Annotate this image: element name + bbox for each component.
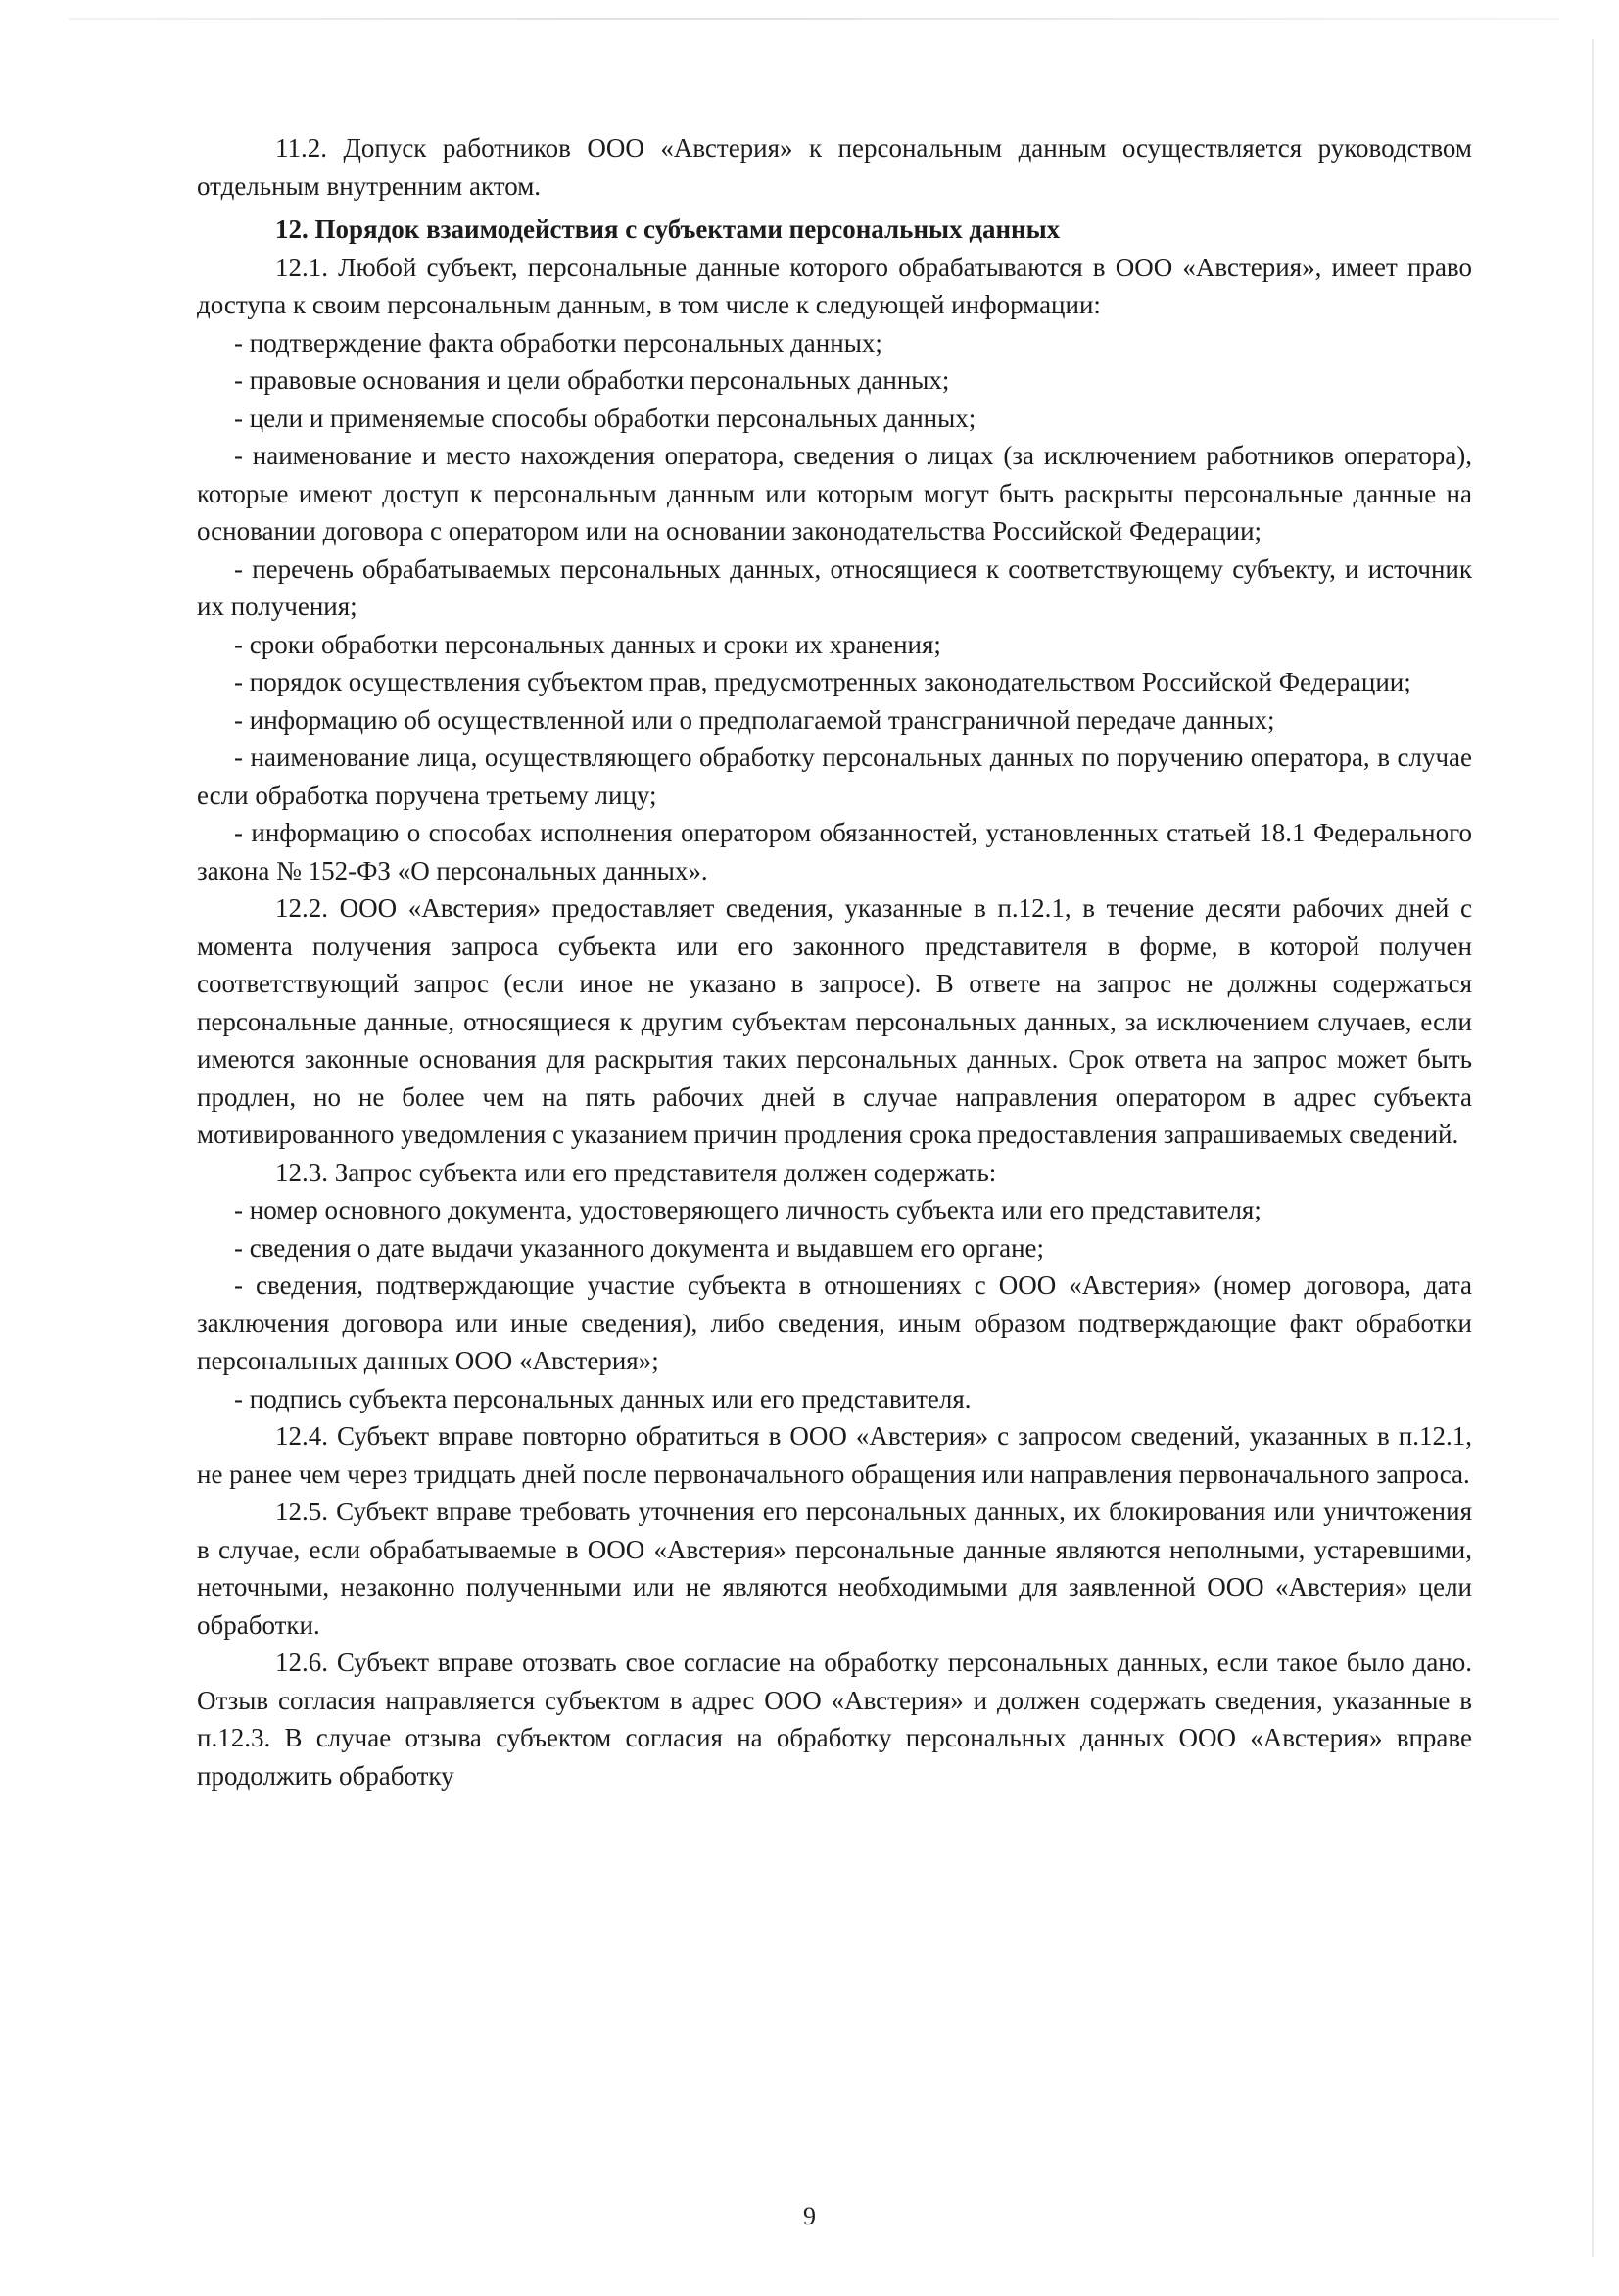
list-item: - сведения о дате выдачи указанного документа и выдавшем его органе; — [234, 1232, 1045, 1263]
paragraph-12-3: 12.3. Запрос субъекта или его представителя должен содержать: — [275, 1157, 997, 1187]
list-item: - правовые основания и цели обработки персональных данных; — [234, 365, 950, 395]
paragraph-12-6: 12.6. Субъект вправе отозвать свое согласие на обработку персональных данных, если такое было дано. Отзыв согласия направляется субъектом в адрес ООО «Австерия» и должен содержать сведения, указанные в п.12.3. В случае отзыва субъектом согласия на обработку персональных данных ООО «Австерия» вправе продолжить обработку — [197, 1648, 1472, 1791]
page-number: 9 — [803, 2202, 816, 2230]
list-item: - сроки обработки персональных данных и сроки их хранения; — [234, 629, 941, 659]
list-item: - перечень обрабатываемых персональных данных, относящиеся к соответствующему субъекту, и источник их получения; — [197, 553, 1472, 621]
scan-edge-top — [69, 18, 1560, 20]
list-item: - информацию о способах исполнения оператором обязанностей, установленных статьей 18.1 Федерального закона № 152-ФЗ «О персональных данных». — [197, 818, 1472, 885]
list-item: - сведения, подтверждающие участие субъекта в отношениях с ООО «Австерия» (номер договора, дата заключения договора или иные сведения), либо сведения, иным образом подтверждающие факт обработки персональных данных ООО «Австерия»; — [197, 1270, 1472, 1375]
paragraph-12-1: 12.1. Любой субъект, персональные данные которого обрабатываются в ООО «Австерия», имеет право доступа к своим персональным данным, в том числе к следующей информации: — [197, 252, 1472, 319]
list-item: - подтверждение факта обработки персональных данных; — [234, 327, 882, 358]
document-page — [197, 129, 1472, 1794]
list-12-3 — [197, 1191, 1472, 1417]
scan-edge-right — [1592, 39, 1594, 2257]
paragraph-12-4: 12.4. Субъект вправе повторно обратиться в ООО «Австерия» с запросом сведений, указанных в п.12.1, не ранее чем через тридцать дней после первоначального обращения или направления первоначального запроса. — [197, 1421, 1472, 1489]
paragraph-12-5: 12.5. Субъект вправе требовать уточнения его персональных данных, их блокирования или уничтожения в случае, если обрабатываемые в ООО «Австерия» персональные данные являются неполными, устаревшими, неточными, незаконно полученными или не являются необходимыми для заявленной ООО «Австерия» цели обработки. — [197, 1497, 1472, 1640]
paragraph-12-2: 12.2. ООО «Австерия» предоставляет сведения, указанные в п.12.1, в течение десяти рабочих дней с момента получения запроса субъекта или его законного представителя в форме, в которой получен соответствующий запрос (если иное не указано в запросе). В ответе на запрос не должны содержаться персональные данные, относящиеся к другим субъектам персональных данных, за исключением случаев, если имеются законные основания для раскрытия таких персональных данных. Срок ответа на запрос может быть продлен, но не более чем на пять рабочих дней в случае направления оператором в адрес субъекта мотивированного уведомления с указанием причин продления срока предоставления запрашиваемых сведений. — [197, 893, 1472, 1149]
section-heading-12: 12. Порядок взаимодействия с субъектами персональных данных — [275, 215, 1061, 244]
list-item: - наименование и место нахождения оператора, сведения о лицах (за исключением работников оператора), которые имеют доступ к персональным данным или которым могут быть раскрыты персональные данные на основании договора с оператором или на основании законодательства Российской Федерации; — [197, 441, 1472, 546]
list-item: - цели и применяемые способы обработки персональных данных; — [234, 403, 976, 433]
list-item: - подпись субъекта персональных данных или его представителя. — [234, 1383, 972, 1413]
list-item: - наименование лица, осуществляющего обработку персональных данных по поручению оператора, в случае если обработка поручена третьему лицу; — [197, 742, 1472, 810]
list-item: - порядок осуществления субъектом прав, предусмотренных законодательством Российской Федерации; — [234, 667, 1411, 696]
list-item: - номер основного документа, удостоверяющего личность субъекта или его представителя; — [234, 1195, 1262, 1224]
paragraph-11-2: 11.2. Допуск работников ООО «Австерия» к персональным данным осуществляется руководством отдельным внутренним актом. — [197, 133, 1472, 201]
list-12-1 — [197, 324, 1472, 890]
list-item: - информацию об осуществленной или о предполагаемой трансграничной передаче данных; — [234, 704, 1275, 735]
